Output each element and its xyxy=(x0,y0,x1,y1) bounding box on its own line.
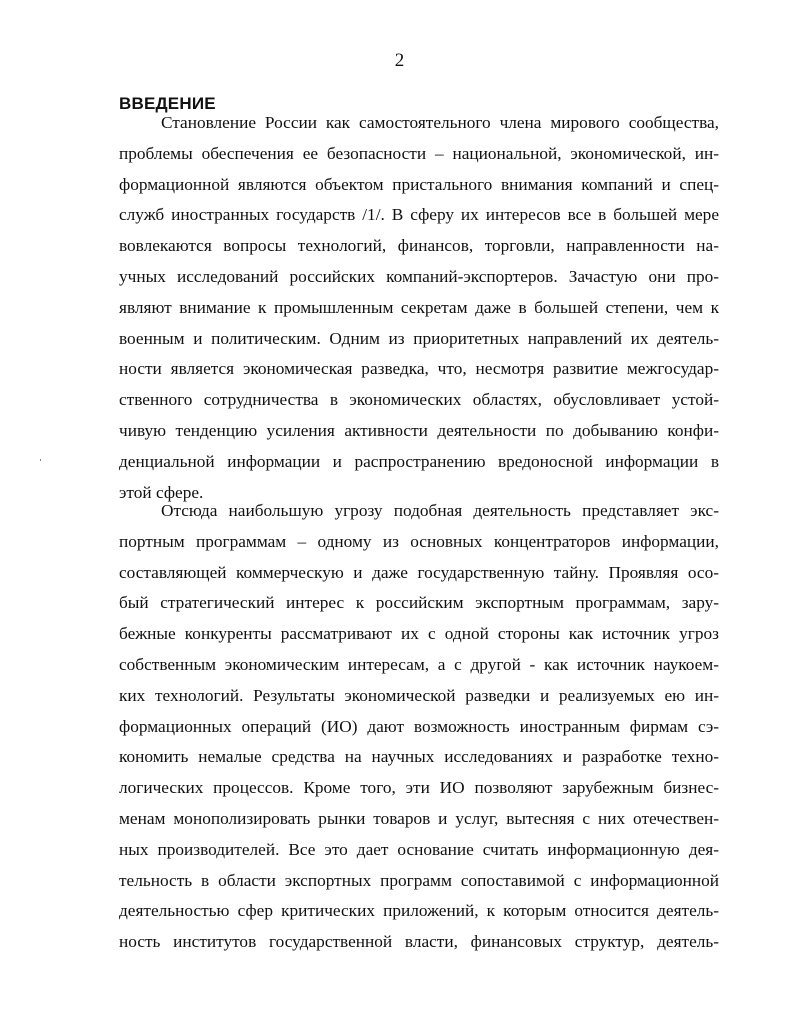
text-line: военным и политическим. Одним из приоритетных направлений их деятель- xyxy=(119,328,719,348)
text-line: ных производителей. Все это дает основание считать информационную дея- xyxy=(119,839,719,859)
text-line: бежные конкуренты рассматривают их с одной стороны как источник угроз xyxy=(119,624,719,644)
text-line: логических процессов. Кроме того, эти ИО позволяют зарубежным бизнес- xyxy=(119,778,719,798)
text-line: служб иностранных государств /1/. В сферу их интересов все в большей мере xyxy=(119,205,719,225)
paragraph-2 xyxy=(119,496,719,958)
text-line: формационных операций (ИО) дают возможность иностранным фирмам сэ- xyxy=(119,716,719,736)
text-line: бый стратегический интерес к российским экспортным программам, зару- xyxy=(119,593,719,613)
text-line: тельность в области экспортных программ сопоставимой с информационной xyxy=(119,870,719,890)
text-line: деятельностью сфер критических приложений, к которым относится деятель- xyxy=(119,901,719,921)
text-line: формационной являются объектом пристального внимания компаний и спец- xyxy=(119,174,719,194)
text-line: этой сфере. xyxy=(119,482,204,502)
text-line: учных исследований российских компаний-экспортеров. Зачастую они про- xyxy=(119,266,719,286)
text-line: составляющей коммерческую и даже государственную тайну. Проявляя осо- xyxy=(119,562,719,582)
text-line: денциальной информации и распространению вредоносной информации в xyxy=(119,451,719,471)
text-line: являют внимание к промышленным секретам даже в большей степени, чем к xyxy=(119,297,719,317)
section-heading: ВВЕДЕНИЕ xyxy=(119,94,216,113)
page-number: 2 xyxy=(394,50,405,71)
text-line: собственным экономическим интересам, а с другой - как источник наукоем- xyxy=(119,654,719,674)
text-line: Отсюда наибольшую угрозу подобная деятельность представляет экс- xyxy=(161,501,719,520)
paragraph-1 xyxy=(119,108,719,508)
text-line: проблемы обеспечения ее безопасности – национальной, экономической, ин- xyxy=(119,143,719,163)
text-line: ственного сотрудничества в экономических областях, обусловливает устой- xyxy=(119,390,719,410)
text-line: кономить немалые средства на научных исследованиях и разработке техно- xyxy=(119,747,719,767)
text-line: вовлекаются вопросы технологий, финансов, торговли, направленности на- xyxy=(119,236,719,256)
text-line: портным программам – одному из основных концентраторов информации, xyxy=(119,531,719,551)
text-line: ности является экономическая разведка, что, несмотря развитие межгосудар- xyxy=(119,359,719,379)
text-line: Становление России как самостоятельного члена мирового сообщества, xyxy=(161,113,719,132)
text-line: ких технологий. Результаты экономической разведки и реализуемых ею ин- xyxy=(119,685,719,705)
text-line: менам монополизировать рынки товаров и услуг, вытесняя с них отечествен- xyxy=(119,808,719,828)
text-line: чивую тенденцию усиления активности деятельности по добыванию конфи- xyxy=(119,420,719,440)
text-line: ность институтов государственной власти, финансовых структур, деятель- xyxy=(119,932,719,952)
scan-speck xyxy=(40,459,41,461)
